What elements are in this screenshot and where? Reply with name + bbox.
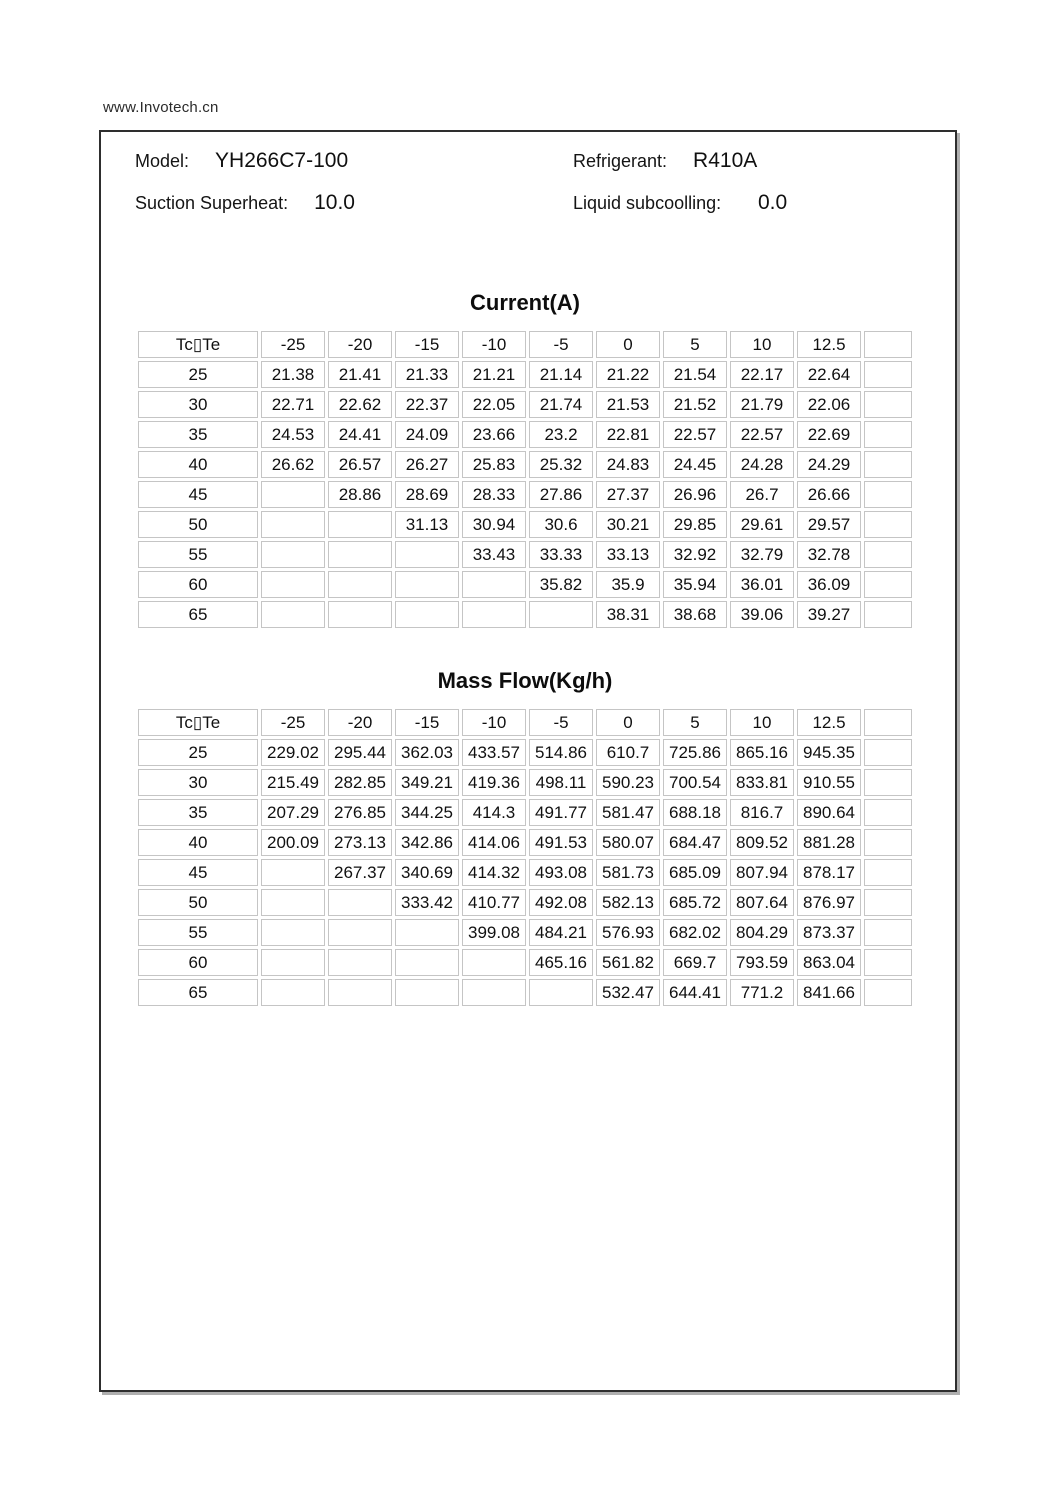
data-cell [462,949,526,976]
data-cell: 793.59 [730,949,794,976]
row-header-cell: 40 [138,829,258,856]
data-cell: 28.33 [462,481,526,508]
data-cell: 514.86 [529,739,593,766]
table-row [138,739,912,766]
data-cell: 21.74 [529,391,593,418]
data-cell: 414.06 [462,829,526,856]
data-cell: 22.62 [328,391,392,418]
trailing-empty-cell [864,421,912,448]
table-row [138,421,912,448]
trailing-empty-cell [864,709,912,736]
data-cell: 682.02 [663,919,727,946]
data-cell [529,601,593,628]
table-row [138,949,912,976]
row-header-cell: 40 [138,451,258,478]
data-cell: 465.16 [529,949,593,976]
data-cell: 873.37 [797,919,861,946]
data-cell [261,859,325,886]
data-cell: 30.21 [596,511,660,538]
row-header-cell: 65 [138,979,258,1006]
data-cell: 26.62 [261,451,325,478]
data-cell: 25.32 [529,451,593,478]
data-cell [462,601,526,628]
data-cell: 945.35 [797,739,861,766]
liquid-subcooling-label: Liquid subcoolling: [573,193,722,213]
data-cell [328,511,392,538]
data-cell: 725.86 [663,739,727,766]
data-cell: 492.08 [529,889,593,916]
data-cell: 32.78 [797,541,861,568]
table-row [138,979,912,1006]
data-cell: 32.79 [730,541,794,568]
data-cell: 26.66 [797,481,861,508]
data-cell: 685.09 [663,859,727,886]
data-cell: 30.94 [462,511,526,538]
trailing-empty-cell [864,391,912,418]
data-cell [328,979,392,1006]
data-cell [261,889,325,916]
data-cell: 24.28 [730,451,794,478]
data-cell [261,571,325,598]
data-cell: 414.3 [462,799,526,826]
model-label: Model: [135,151,190,171]
data-cell: 21.14 [529,361,593,388]
data-cell: 22.05 [462,391,526,418]
data-cell: 24.53 [261,421,325,448]
data-cell [261,481,325,508]
data-cell: 38.68 [663,601,727,628]
mass-flow-table [135,706,915,1009]
data-cell: 23.2 [529,421,593,448]
data-cell: 21.79 [730,391,794,418]
table-row [138,859,912,886]
data-cell: 33.13 [596,541,660,568]
row-header-cell: 55 [138,919,258,946]
data-cell: 333.42 [395,889,459,916]
data-cell: 295.44 [328,739,392,766]
data-cell: 26.7 [730,481,794,508]
data-cell [261,511,325,538]
data-cell [261,541,325,568]
table-row [138,799,912,826]
trailing-empty-cell [864,571,912,598]
data-cell: 493.08 [529,859,593,886]
data-cell: 23.66 [462,421,526,448]
data-cell: 833.81 [730,769,794,796]
header-row [138,331,912,358]
data-cell: 22.57 [663,421,727,448]
data-cell: 561.82 [596,949,660,976]
trailing-empty-cell [864,919,912,946]
data-cell: 276.85 [328,799,392,826]
trailing-empty-cell [864,511,912,538]
table-row [138,769,912,796]
column-header-cell: -10 [462,709,526,736]
data-cell: 24.29 [797,451,861,478]
table-row [138,361,912,388]
data-cell: 26.57 [328,451,392,478]
data-cell: 491.77 [529,799,593,826]
data-cell [261,979,325,1006]
data-cell: 684.47 [663,829,727,856]
column-header-cell: -20 [328,709,392,736]
table-row [138,451,912,478]
row-header-cell: 30 [138,391,258,418]
row-header-cell: 55 [138,541,258,568]
data-cell: 28.86 [328,481,392,508]
data-cell: 27.86 [529,481,593,508]
row-header-cell: 65 [138,601,258,628]
data-cell: 27.37 [596,481,660,508]
trailing-empty-cell [864,481,912,508]
data-cell: 22.06 [797,391,861,418]
data-cell [261,601,325,628]
trailing-empty-cell [864,361,912,388]
column-header-cell: 5 [663,709,727,736]
current-table [135,328,915,631]
data-cell [395,919,459,946]
column-header-cell: 0 [596,709,660,736]
row-header-cell: 50 [138,511,258,538]
data-cell: 419.36 [462,769,526,796]
data-cell: 863.04 [797,949,861,976]
model-field [135,148,573,174]
table-row [138,511,912,538]
data-cell: 35.82 [529,571,593,598]
row-header-cell: 45 [138,859,258,886]
data-cell [328,601,392,628]
data-cell: 22.17 [730,361,794,388]
data-cell: 24.09 [395,421,459,448]
trailing-empty-cell [864,601,912,628]
data-cell: 22.64 [797,361,861,388]
trailing-empty-cell [864,769,912,796]
data-cell: 688.18 [663,799,727,826]
data-cell: 878.17 [797,859,861,886]
mass-flow-section [135,668,921,1009]
data-cell: 39.06 [730,601,794,628]
data-cell [261,949,325,976]
row-header-cell: 25 [138,739,258,766]
refrigerant-field [573,148,921,174]
column-header-cell: -25 [261,331,325,358]
data-cell: 282.85 [328,769,392,796]
data-cell [529,979,593,1006]
data-cell: 29.61 [730,511,794,538]
data-cell: 36.09 [797,571,861,598]
trailing-empty-cell [864,739,912,766]
data-cell: 36.01 [730,571,794,598]
data-cell: 207.29 [261,799,325,826]
row-header-cell: 35 [138,421,258,448]
row-header-cell: 35 [138,799,258,826]
liquid-subcooling-field [573,190,921,216]
datasheet-frame [99,130,957,1392]
data-cell: 340.69 [395,859,459,886]
data-cell: 29.57 [797,511,861,538]
data-cell: 24.83 [596,451,660,478]
trailing-empty-cell [864,331,912,358]
liquid-subcooling-value: 0.0 [758,191,788,214]
data-cell: 491.53 [529,829,593,856]
data-cell: 484.21 [529,919,593,946]
data-cell: 21.21 [462,361,526,388]
data-cell: 399.08 [462,919,526,946]
data-cell: 25.83 [462,451,526,478]
data-cell: 30.6 [529,511,593,538]
data-cell: 22.81 [596,421,660,448]
column-header-cell: -10 [462,331,526,358]
table-row [138,601,912,628]
trailing-empty-cell [864,949,912,976]
data-cell [395,949,459,976]
data-cell: 841.66 [797,979,861,1006]
data-cell: 685.72 [663,889,727,916]
suction-superheat-field [135,190,573,216]
table-row [138,829,912,856]
data-cell: 21.33 [395,361,459,388]
trailing-empty-cell [864,889,912,916]
trailing-empty-cell [864,799,912,826]
data-cell: 414.32 [462,859,526,886]
trailing-empty-cell [864,541,912,568]
data-cell [462,571,526,598]
data-cell [395,979,459,1006]
data-cell: 344.25 [395,799,459,826]
data-cell: 498.11 [529,769,593,796]
trailing-empty-cell [864,979,912,1006]
data-cell: 807.64 [730,889,794,916]
data-cell: 22.69 [797,421,861,448]
data-cell: 32.92 [663,541,727,568]
mass-flow-title: Mass Flow(Kg/h) [437,668,613,693]
data-cell: 200.09 [261,829,325,856]
corner-header-cell: Tc▯Te [138,331,258,358]
column-header-cell: 5 [663,331,727,358]
data-cell [261,919,325,946]
table-row [138,571,912,598]
data-cell: 267.37 [328,859,392,886]
column-header-cell: -15 [395,709,459,736]
table-row [138,919,912,946]
data-cell: 215.49 [261,769,325,796]
data-cell: 21.52 [663,391,727,418]
data-cell [462,979,526,1006]
data-cell [328,571,392,598]
data-cell: 532.47 [596,979,660,1006]
data-cell: 28.69 [395,481,459,508]
table-row [138,481,912,508]
row-header-cell: 50 [138,889,258,916]
data-cell: 807.94 [730,859,794,886]
column-header-cell: -25 [261,709,325,736]
row-header-cell: 30 [138,769,258,796]
data-cell: 24.41 [328,421,392,448]
data-cell: 876.97 [797,889,861,916]
data-cell: 22.57 [730,421,794,448]
data-cell [395,571,459,598]
data-cell: 39.27 [797,601,861,628]
meta-row-2 [135,190,921,216]
data-cell: 410.77 [462,889,526,916]
data-cell: 22.71 [261,391,325,418]
table-row [138,541,912,568]
data-cell: 349.21 [395,769,459,796]
tables-container [135,290,921,1009]
data-cell [395,601,459,628]
data-cell: 21.53 [596,391,660,418]
data-cell: 771.2 [730,979,794,1006]
data-cell: 38.31 [596,601,660,628]
data-cell: 582.13 [596,889,660,916]
trailing-empty-cell [864,451,912,478]
suction-superheat-value: 10.0 [314,191,355,214]
row-header-cell: 45 [138,481,258,508]
data-cell: 700.54 [663,769,727,796]
trailing-empty-cell [864,829,912,856]
data-cell: 644.41 [663,979,727,1006]
data-cell: 809.52 [730,829,794,856]
column-header-cell: 12.5 [797,709,861,736]
column-header-cell: 10 [730,709,794,736]
data-cell [328,949,392,976]
data-cell: 865.16 [730,739,794,766]
meta-row-1 [135,148,921,174]
current-section [135,290,921,631]
data-cell [328,919,392,946]
table-row [138,391,912,418]
header-row [138,709,912,736]
data-cell: 273.13 [328,829,392,856]
data-cell: 21.38 [261,361,325,388]
data-cell: 35.9 [596,571,660,598]
data-cell: 804.29 [730,919,794,946]
data-cell: 362.03 [395,739,459,766]
data-cell: 229.02 [261,739,325,766]
suction-superheat-label: Suction Superheat: [135,193,289,213]
model-value: YH266C7-100 [215,149,349,172]
data-cell: 26.96 [663,481,727,508]
data-cell: 881.28 [797,829,861,856]
refrigerant-label: Refrigerant: [573,151,668,171]
column-header-cell: -5 [529,331,593,358]
data-cell: 580.07 [596,829,660,856]
data-cell: 581.73 [596,859,660,886]
data-cell: 24.45 [663,451,727,478]
table-row [138,889,912,916]
column-header-cell: -20 [328,331,392,358]
column-header-cell: 0 [596,331,660,358]
data-cell [395,541,459,568]
refrigerant-value: R410A [693,149,758,172]
data-cell: 21.22 [596,361,660,388]
data-cell: 610.7 [596,739,660,766]
data-cell: 890.64 [797,799,861,826]
data-cell: 816.7 [730,799,794,826]
data-cell: 342.86 [395,829,459,856]
data-cell: 33.43 [462,541,526,568]
row-header-cell: 25 [138,361,258,388]
data-cell: 581.47 [596,799,660,826]
row-header-cell: 60 [138,949,258,976]
data-cell: 26.27 [395,451,459,478]
data-cell: 31.13 [395,511,459,538]
column-header-cell: 10 [730,331,794,358]
website-url: www.Invotech.cn [103,99,219,116]
data-cell: 576.93 [596,919,660,946]
corner-header-cell: Tc▯Te [138,709,258,736]
data-cell: 33.33 [529,541,593,568]
data-cell: 910.55 [797,769,861,796]
column-header-cell: -5 [529,709,593,736]
data-cell [328,889,392,916]
data-cell: 35.94 [663,571,727,598]
data-cell: 21.54 [663,361,727,388]
header-meta [135,148,921,274]
row-header-cell: 60 [138,571,258,598]
data-cell: 590.23 [596,769,660,796]
column-header-cell: 12.5 [797,331,861,358]
data-cell: 21.41 [328,361,392,388]
data-cell [328,541,392,568]
current-title: Current(A) [470,290,580,315]
trailing-empty-cell [864,859,912,886]
data-cell: 669.7 [663,949,727,976]
data-cell: 22.37 [395,391,459,418]
data-cell: 433.57 [462,739,526,766]
data-cell: 29.85 [663,511,727,538]
column-header-cell: -15 [395,331,459,358]
